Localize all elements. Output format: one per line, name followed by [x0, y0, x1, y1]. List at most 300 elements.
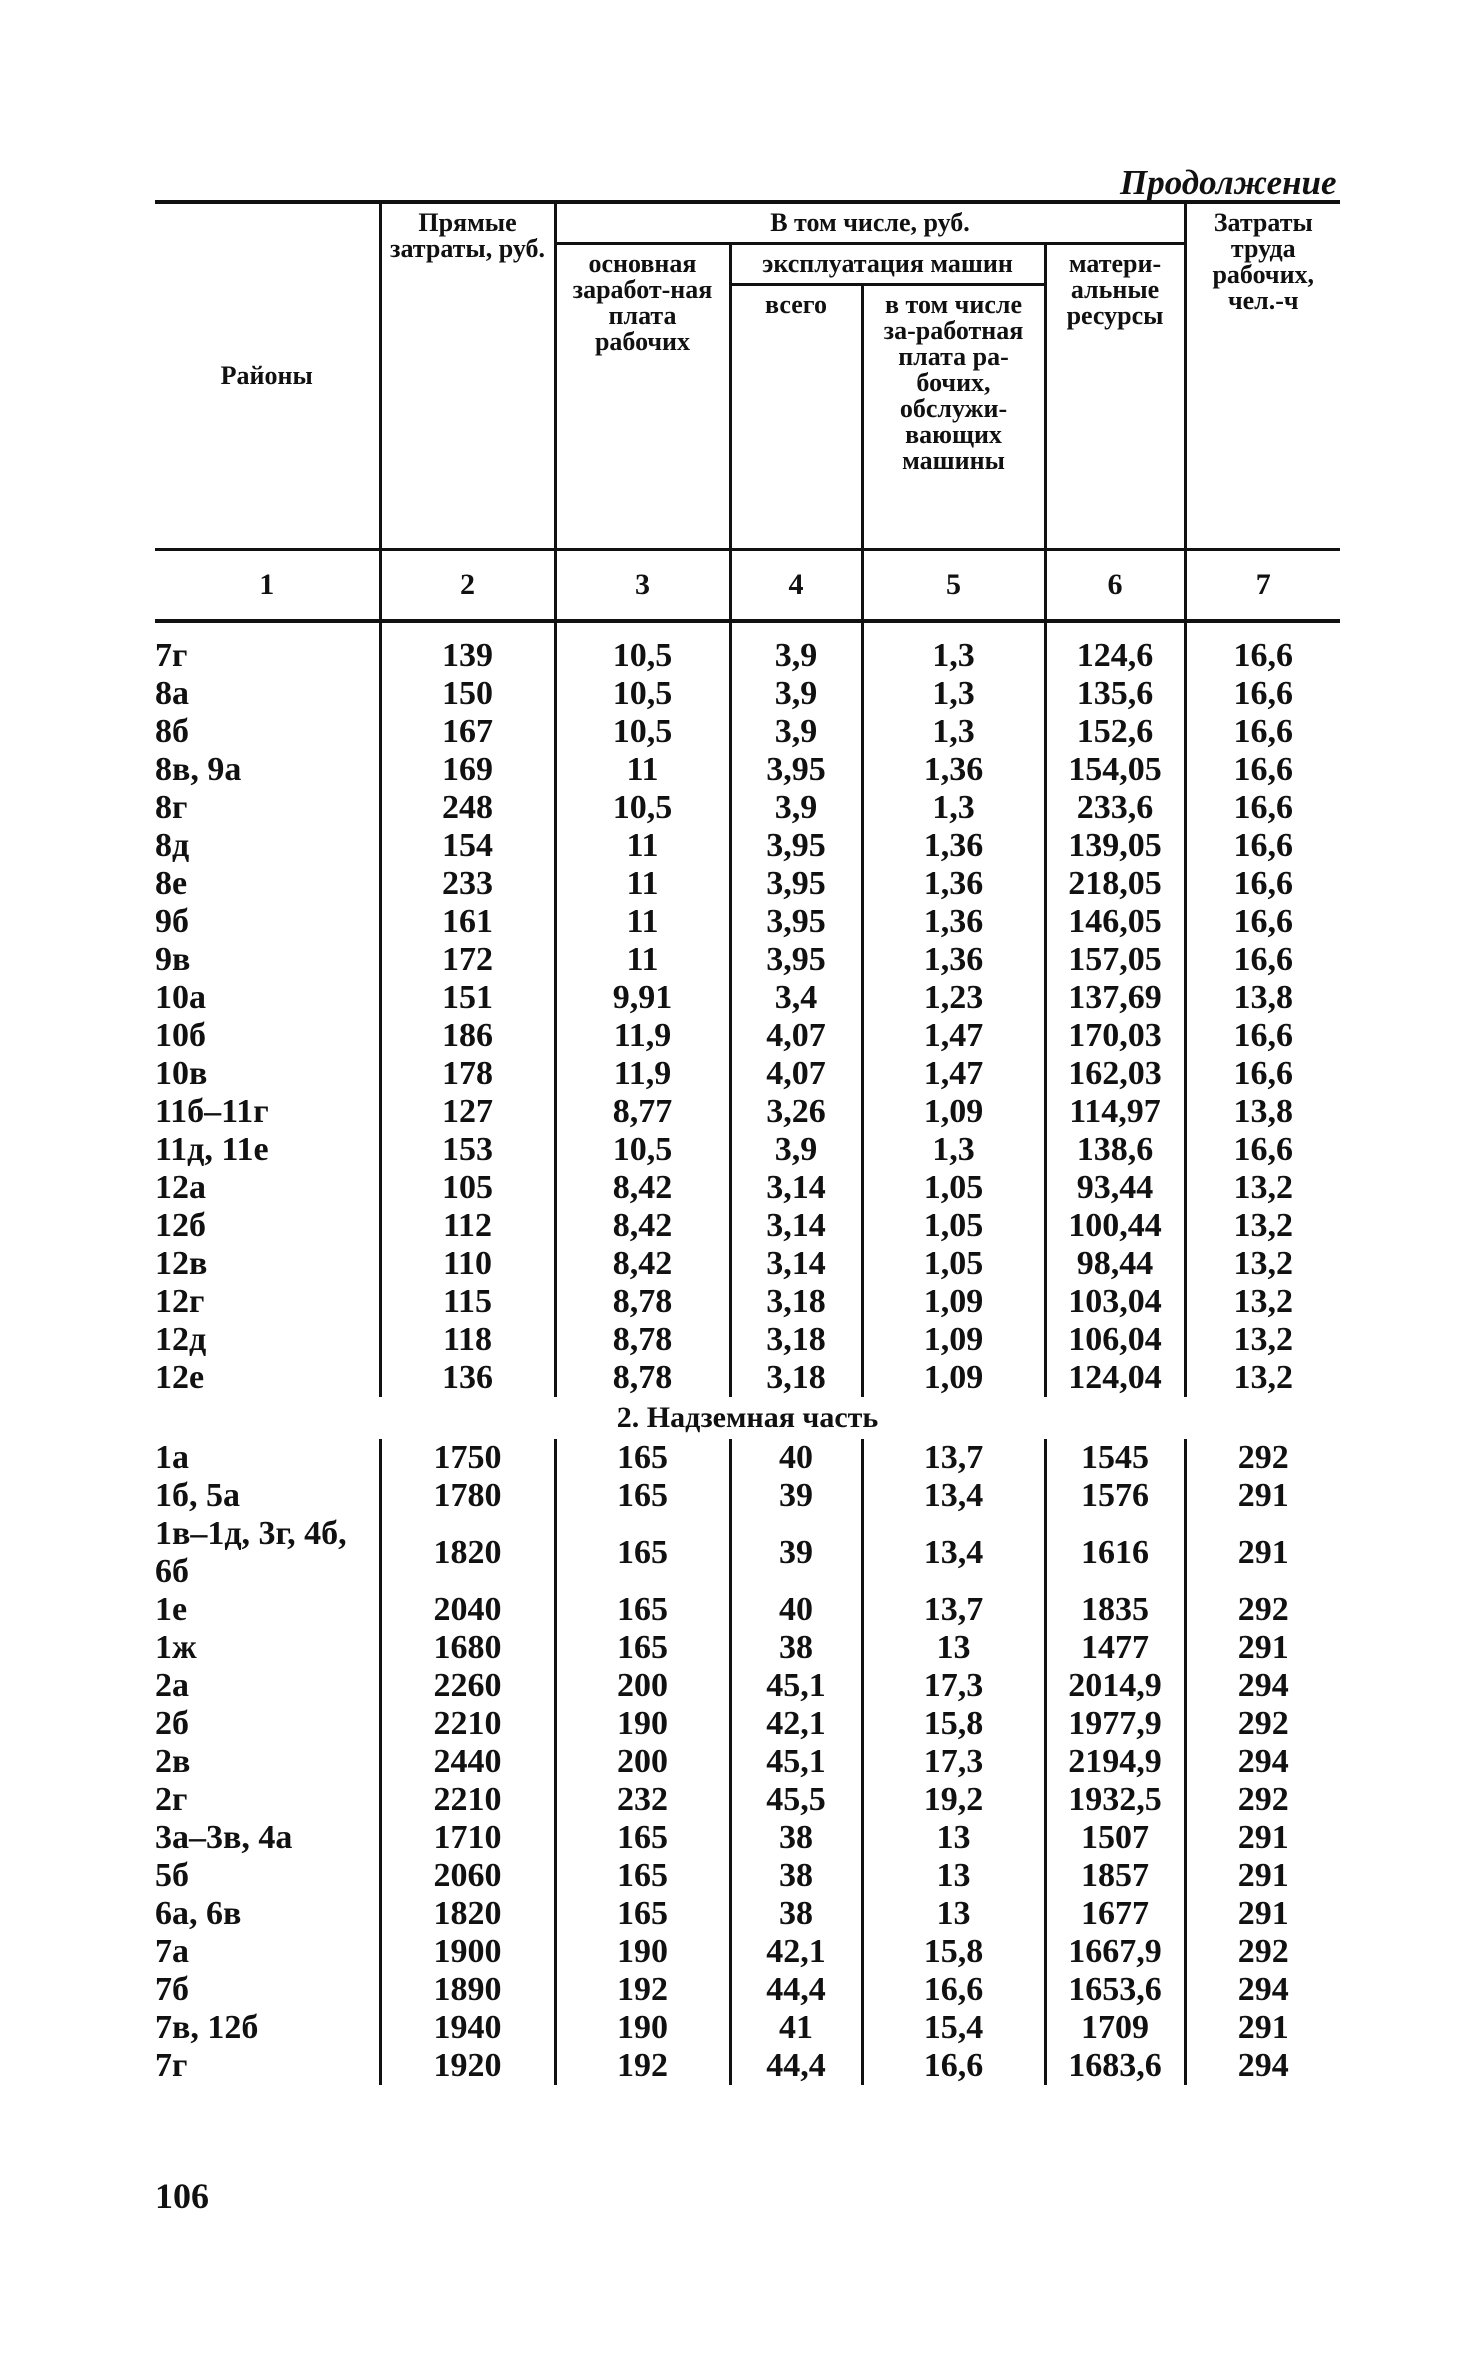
value-cell: 1,3 — [862, 789, 1045, 827]
continuation-label: Продолжение — [1120, 163, 1337, 202]
value-cell: 135,6 — [1045, 675, 1185, 713]
value-cell: 1,36 — [862, 751, 1045, 789]
value-cell: 1932,5 — [1045, 1781, 1185, 1819]
value-cell: 39 — [730, 1477, 862, 1515]
value-cell: 9,91 — [555, 979, 730, 1017]
table-row — [155, 1169, 1340, 1207]
value-cell: 1,3 — [862, 621, 1045, 675]
value-cell: 291 — [1237, 1534, 1289, 1571]
value-cell: 11 — [555, 751, 730, 789]
region-cell: 10в — [155, 1055, 380, 1093]
region-cell: 9б — [155, 903, 380, 941]
region-cell: 12е — [155, 1359, 380, 1397]
value-cell: 8,78 — [555, 1359, 730, 1397]
value-cell: 165 — [555, 1477, 730, 1515]
region-cell: 1а — [155, 1439, 380, 1477]
value-cell: 233,6 — [1045, 789, 1185, 827]
value-cell: 1857 — [1045, 1857, 1185, 1895]
value-cell: 233 — [380, 865, 555, 903]
value-cell: 118 — [380, 1321, 555, 1359]
cost-table — [155, 200, 1340, 2085]
value-cell: 8,78 — [555, 1283, 730, 1321]
value-cell: 2440 — [380, 1743, 555, 1781]
column-number: 3 — [555, 550, 730, 622]
table-row — [155, 865, 1340, 903]
table-row — [155, 827, 1340, 865]
value-cell: 38 — [730, 1857, 862, 1895]
value-cell: 38 — [730, 1629, 862, 1667]
value-cell: 1,3 — [862, 675, 1045, 713]
value-cell: 11,9 — [555, 1017, 730, 1055]
value-cell: 162,03 — [1045, 1055, 1185, 1093]
value-cell: 13,2 — [1233, 1283, 1294, 1320]
value-cell: 42,1 — [730, 1933, 862, 1971]
table-row — [155, 1743, 1340, 1781]
header-machine-wage: в том числе за-работная плата ра-бочих, обслужи-вающих машины — [862, 285, 1045, 550]
value-cell: 3,14 — [730, 1245, 862, 1283]
value-cell: 10,5 — [555, 675, 730, 713]
region-cell: 2в — [155, 1743, 380, 1781]
value-cell: 16,6 — [1233, 827, 1294, 864]
header-including: В том числе, руб. — [555, 202, 1185, 244]
value-cell: 13,2 — [1233, 1321, 1294, 1358]
value-cell: 232 — [555, 1781, 730, 1819]
region-cell: 8д — [155, 827, 380, 865]
value-cell: 291 — [1237, 1629, 1289, 1666]
region-cell: 8е — [155, 865, 380, 903]
value-cell: 13,8 — [1233, 979, 1294, 1016]
region-cell: 12г — [155, 1283, 380, 1321]
table-row — [155, 1283, 1340, 1321]
value-cell: 114,97 — [1045, 1093, 1185, 1131]
value-cell: 167 — [380, 713, 555, 751]
value-cell: 16,6 — [1233, 941, 1294, 978]
table-row — [155, 675, 1340, 713]
value-cell: 165 — [555, 1819, 730, 1857]
region-cell: 8г — [155, 789, 380, 827]
value-cell: 192 — [555, 2047, 730, 2085]
value-cell: 1,09 — [862, 1093, 1045, 1131]
value-cell: 2210 — [380, 1781, 555, 1819]
value-cell: 1709 — [1045, 2009, 1185, 2047]
value-cell: 3,9 — [730, 621, 862, 675]
value-cell: 1900 — [380, 1933, 555, 1971]
region-cell: 1ж — [155, 1629, 380, 1667]
table-row — [155, 2047, 1340, 2085]
value-cell: 292 — [1237, 1781, 1289, 1818]
table-row — [155, 1629, 1340, 1667]
value-cell: 1677 — [1045, 1895, 1185, 1933]
region-cell: 7г — [155, 2047, 380, 2085]
value-cell: 15,4 — [862, 2009, 1045, 2047]
table-row — [155, 1971, 1340, 2009]
value-cell: 139 — [380, 621, 555, 675]
region-cell: 10б — [155, 1017, 380, 1055]
value-cell: 291 — [1237, 1477, 1289, 1514]
value-cell: 154,05 — [1045, 751, 1185, 789]
value-cell: 45,5 — [730, 1781, 862, 1819]
table-row — [155, 1359, 1340, 1397]
value-cell: 3,95 — [730, 903, 862, 941]
region-cell: 8б — [155, 713, 380, 751]
value-cell: 154 — [380, 827, 555, 865]
value-cell: 16,6 — [1233, 675, 1294, 712]
value-cell: 100,44 — [1045, 1207, 1185, 1245]
column-number: 1 — [155, 550, 380, 622]
value-cell: 186 — [380, 1017, 555, 1055]
value-cell: 3,95 — [730, 941, 862, 979]
value-cell: 124,04 — [1045, 1359, 1185, 1397]
value-cell: 178 — [380, 1055, 555, 1093]
value-cell: 11 — [555, 941, 730, 979]
value-cell: 2210 — [380, 1705, 555, 1743]
value-cell: 16,6 — [1233, 713, 1294, 750]
region-cell: 1б, 5а — [155, 1477, 380, 1515]
value-cell: 16,6 — [1233, 637, 1294, 674]
value-cell: 151 — [380, 979, 555, 1017]
value-cell: 291 — [1237, 1857, 1289, 1894]
value-cell: 8,77 — [555, 1093, 730, 1131]
value-cell: 13,2 — [1233, 1359, 1294, 1396]
value-cell: 1890 — [380, 1971, 555, 2009]
value-cell: 1477 — [1045, 1629, 1185, 1667]
table-row — [155, 751, 1340, 789]
value-cell: 172 — [380, 941, 555, 979]
value-cell: 3,95 — [730, 751, 862, 789]
value-cell: 200 — [555, 1667, 730, 1705]
value-cell: 1,36 — [862, 865, 1045, 903]
value-cell: 13 — [862, 1895, 1045, 1933]
value-cell: 3,18 — [730, 1359, 862, 1397]
region-cell: 11б–11г — [155, 1093, 380, 1131]
value-cell: 11,9 — [555, 1055, 730, 1093]
table-row — [155, 1055, 1340, 1093]
region-cell: 1в–1д, 3г, 4б, 6б — [155, 1515, 380, 1591]
value-cell: 1,47 — [862, 1017, 1045, 1055]
table-row — [155, 1245, 1340, 1283]
value-cell: 39 — [730, 1515, 862, 1591]
value-cell: 1683,6 — [1045, 2047, 1185, 2085]
value-cell: 3,14 — [730, 1169, 862, 1207]
value-cell: 1667,9 — [1045, 1933, 1185, 1971]
value-cell: 105 — [380, 1169, 555, 1207]
value-cell: 1,3 — [862, 1131, 1045, 1169]
value-cell: 200 — [555, 1743, 730, 1781]
value-cell: 13 — [862, 1629, 1045, 1667]
value-cell: 45,1 — [730, 1743, 862, 1781]
column-number: 4 — [730, 550, 862, 622]
value-cell: 16,6 — [1233, 1017, 1294, 1054]
value-cell: 1576 — [1045, 1477, 1185, 1515]
region-cell: 8в, 9а — [155, 751, 380, 789]
value-cell: 3,9 — [730, 713, 862, 751]
value-cell: 10,5 — [555, 713, 730, 751]
header-machine-total: всего — [730, 285, 862, 550]
table-row — [155, 1591, 1340, 1629]
value-cell: 138,6 — [1045, 1131, 1185, 1169]
region-cell: 2г — [155, 1781, 380, 1819]
value-cell: 1820 — [380, 1895, 555, 1933]
value-cell: 3,14 — [730, 1207, 862, 1245]
region-cell: 12а — [155, 1169, 380, 1207]
region-cell: 7г — [155, 621, 380, 675]
value-cell: 165 — [555, 1857, 730, 1895]
value-cell: 153 — [380, 1131, 555, 1169]
section-1-body — [155, 621, 1340, 1397]
region-cell: 11д, 11е — [155, 1131, 380, 1169]
table-row — [155, 941, 1340, 979]
value-cell: 45,1 — [730, 1667, 862, 1705]
value-cell: 1,05 — [862, 1207, 1045, 1245]
value-cell: 3,95 — [730, 865, 862, 903]
value-cell: 16,6 — [1233, 751, 1294, 788]
table-row — [155, 621, 1340, 675]
value-cell: 1750 — [380, 1439, 555, 1477]
column-number: 6 — [1045, 550, 1185, 622]
value-cell: 1,36 — [862, 903, 1045, 941]
value-cell: 17,3 — [862, 1743, 1045, 1781]
region-cell: 2а — [155, 1667, 380, 1705]
value-cell: 2260 — [380, 1667, 555, 1705]
value-cell: 152,6 — [1045, 713, 1185, 751]
value-cell: 292 — [1237, 1591, 1289, 1628]
table-row — [155, 1933, 1340, 1971]
value-cell: 292 — [1237, 1439, 1289, 1476]
value-cell: 248 — [380, 789, 555, 827]
value-cell: 16,6 — [1233, 1055, 1294, 1092]
value-cell: 1710 — [380, 1819, 555, 1857]
value-cell: 40 — [730, 1439, 862, 1477]
value-cell: 41 — [730, 2009, 862, 2047]
value-cell: 291 — [1237, 1895, 1289, 1932]
page-number: 106 — [155, 2176, 209, 2216]
value-cell: 11 — [555, 865, 730, 903]
region-cell: 6а, 6в — [155, 1895, 380, 1933]
value-cell: 40 — [730, 1591, 862, 1629]
table-row — [155, 1207, 1340, 1245]
value-cell: 136 — [380, 1359, 555, 1397]
value-cell: 16,6 — [1233, 1131, 1294, 1168]
value-cell: 190 — [555, 1705, 730, 1743]
value-cell: 1,09 — [862, 1359, 1045, 1397]
value-cell: 44,4 — [730, 1971, 862, 2009]
table-row — [155, 2009, 1340, 2047]
value-cell: 291 — [1237, 1819, 1289, 1856]
value-cell: 38 — [730, 1819, 862, 1857]
value-cell: 3,26 — [730, 1093, 862, 1131]
value-cell: 1,36 — [862, 827, 1045, 865]
value-cell: 106,04 — [1045, 1321, 1185, 1359]
table-row — [155, 1705, 1340, 1743]
value-cell: 139,05 — [1045, 827, 1185, 865]
table-row — [155, 1781, 1340, 1819]
value-cell: 292 — [1237, 1705, 1289, 1742]
value-cell: 294 — [1237, 1743, 1289, 1780]
region-cell: 12б — [155, 1207, 380, 1245]
value-cell: 3,95 — [730, 827, 862, 865]
region-cell: 5б — [155, 1857, 380, 1895]
region-cell: 7б — [155, 1971, 380, 2009]
value-cell: 170,03 — [1045, 1017, 1185, 1055]
value-cell: 2014,9 — [1045, 1667, 1185, 1705]
header-regions: Районы — [155, 202, 380, 550]
value-cell: 2060 — [380, 1857, 555, 1895]
value-cell: 1,3 — [862, 713, 1045, 751]
value-cell: 165 — [555, 1439, 730, 1477]
column-number: 7 — [1185, 550, 1340, 622]
value-cell: 124,6 — [1045, 621, 1185, 675]
value-cell: 3,4 — [730, 979, 862, 1017]
value-cell: 1653,6 — [1045, 1971, 1185, 2009]
value-cell: 1,09 — [862, 1321, 1045, 1359]
value-cell: 115 — [380, 1283, 555, 1321]
value-cell: 291 — [1237, 2009, 1289, 2046]
table-row — [155, 789, 1340, 827]
value-cell: 4,07 — [730, 1055, 862, 1093]
value-cell: 16,6 — [1233, 903, 1294, 940]
value-cell: 13 — [862, 1857, 1045, 1895]
value-cell: 1545 — [1045, 1439, 1185, 1477]
value-cell: 13,2 — [1233, 1245, 1294, 1282]
value-cell: 13,2 — [1233, 1207, 1294, 1244]
value-cell: 103,04 — [1045, 1283, 1185, 1321]
value-cell: 11 — [555, 903, 730, 941]
value-cell: 10,5 — [555, 621, 730, 675]
value-cell: 16,6 — [1233, 865, 1294, 902]
value-cell: 16,6 — [1233, 789, 1294, 826]
value-cell: 3,9 — [730, 1131, 862, 1169]
region-cell: 9в — [155, 941, 380, 979]
value-cell: 165 — [555, 1591, 730, 1629]
region-cell: 10а — [155, 979, 380, 1017]
value-cell: 1,09 — [862, 1283, 1045, 1321]
value-cell: 13,7 — [862, 1439, 1045, 1477]
value-cell: 2040 — [380, 1591, 555, 1629]
region-cell: 7в, 12б — [155, 2009, 380, 2047]
value-cell: 15,8 — [862, 1933, 1045, 1971]
region-cell: 7а — [155, 1933, 380, 1971]
value-cell: 146,05 — [1045, 903, 1185, 941]
value-cell: 1977,9 — [1045, 1705, 1185, 1743]
section-2-title: 2. Надземная часть — [616, 1401, 879, 1434]
value-cell: 3,9 — [730, 675, 862, 713]
value-cell: 1780 — [380, 1477, 555, 1515]
value-cell: 13,7 — [862, 1591, 1045, 1629]
value-cell: 8,42 — [555, 1245, 730, 1283]
table-row — [155, 979, 1340, 1017]
region-cell: 8а — [155, 675, 380, 713]
value-cell: 292 — [1237, 1933, 1289, 1970]
value-cell: 1920 — [380, 2047, 555, 2085]
value-cell: 192 — [555, 1971, 730, 2009]
value-cell: 4,07 — [730, 1017, 862, 1055]
table-row — [155, 1819, 1340, 1857]
column-number: 5 — [862, 550, 1045, 622]
value-cell: 38 — [730, 1895, 862, 1933]
value-cell: 112 — [380, 1207, 555, 1245]
value-cell: 8,42 — [555, 1169, 730, 1207]
table-row — [155, 1515, 1340, 1591]
value-cell: 13 — [862, 1819, 1045, 1857]
value-cell: 1,05 — [862, 1169, 1045, 1207]
value-cell: 1,23 — [862, 979, 1045, 1017]
value-cell: 13,4 — [862, 1515, 1045, 1591]
table-row — [155, 1895, 1340, 1933]
value-cell: 10,5 — [555, 789, 730, 827]
section-2-body — [155, 1439, 1340, 2085]
value-cell: 44,4 — [730, 2047, 862, 2085]
table-row — [155, 903, 1340, 941]
value-cell: 165 — [555, 1629, 730, 1667]
value-cell: 294 — [1237, 1667, 1289, 1704]
value-cell: 16,6 — [862, 2047, 1045, 2085]
value-cell: 1,05 — [862, 1245, 1045, 1283]
value-cell: 98,44 — [1045, 1245, 1185, 1283]
region-cell: 2б — [155, 1705, 380, 1743]
value-cell: 294 — [1237, 1971, 1289, 2008]
table-row — [155, 1321, 1340, 1359]
header-machine-operation: эксплуатация машин — [730, 244, 1045, 285]
value-cell: 1940 — [380, 2009, 555, 2047]
value-cell: 1820 — [380, 1515, 555, 1591]
value-cell: 165 — [555, 1515, 730, 1591]
value-cell: 1835 — [1045, 1591, 1185, 1629]
value-cell: 294 — [1237, 2047, 1289, 2084]
header-base-wage: основная заработ-ная плата рабочих — [555, 244, 730, 550]
value-cell: 190 — [555, 1933, 730, 1971]
header-labor: Затраты труда рабочих, чел.-ч — [1185, 202, 1340, 550]
value-cell: 13,8 — [1233, 1093, 1294, 1130]
value-cell: 218,05 — [1045, 865, 1185, 903]
value-cell: 137,69 — [1045, 979, 1185, 1017]
value-cell: 3,9 — [730, 789, 862, 827]
value-cell: 1,47 — [862, 1055, 1045, 1093]
value-cell: 1507 — [1045, 1819, 1185, 1857]
region-cell: 12д — [155, 1321, 380, 1359]
table-row — [155, 713, 1340, 751]
value-cell: 13,4 — [862, 1477, 1045, 1515]
value-cell: 3,18 — [730, 1321, 862, 1359]
value-cell: 1,36 — [862, 941, 1045, 979]
table-row — [155, 1667, 1340, 1705]
value-cell: 2194,9 — [1045, 1743, 1185, 1781]
value-cell: 11 — [555, 827, 730, 865]
column-number: 2 — [380, 550, 555, 622]
value-cell: 165 — [555, 1895, 730, 1933]
header-materials: матери-альные ресурсы — [1045, 244, 1185, 550]
table-row — [155, 1439, 1340, 1477]
value-cell: 42,1 — [730, 1705, 862, 1743]
value-cell: 1616 — [1045, 1515, 1185, 1591]
table-row — [155, 1857, 1340, 1895]
region-cell: 3а–3в, 4а — [155, 1819, 380, 1857]
table-row — [155, 1017, 1340, 1055]
value-cell: 13,2 — [1233, 1169, 1294, 1206]
table-row — [155, 1093, 1340, 1131]
region-cell: 1е — [155, 1591, 380, 1629]
value-cell: 8,78 — [555, 1321, 730, 1359]
value-cell: 161 — [380, 903, 555, 941]
header-direct-costs: Прямые затраты, руб. — [380, 202, 555, 550]
value-cell: 150 — [380, 675, 555, 713]
value-cell: 169 — [380, 751, 555, 789]
value-cell: 110 — [380, 1245, 555, 1283]
value-cell: 157,05 — [1045, 941, 1185, 979]
value-cell: 93,44 — [1045, 1169, 1185, 1207]
value-cell: 16,6 — [862, 1971, 1045, 2009]
value-cell: 1680 — [380, 1629, 555, 1667]
value-cell: 3,18 — [730, 1283, 862, 1321]
